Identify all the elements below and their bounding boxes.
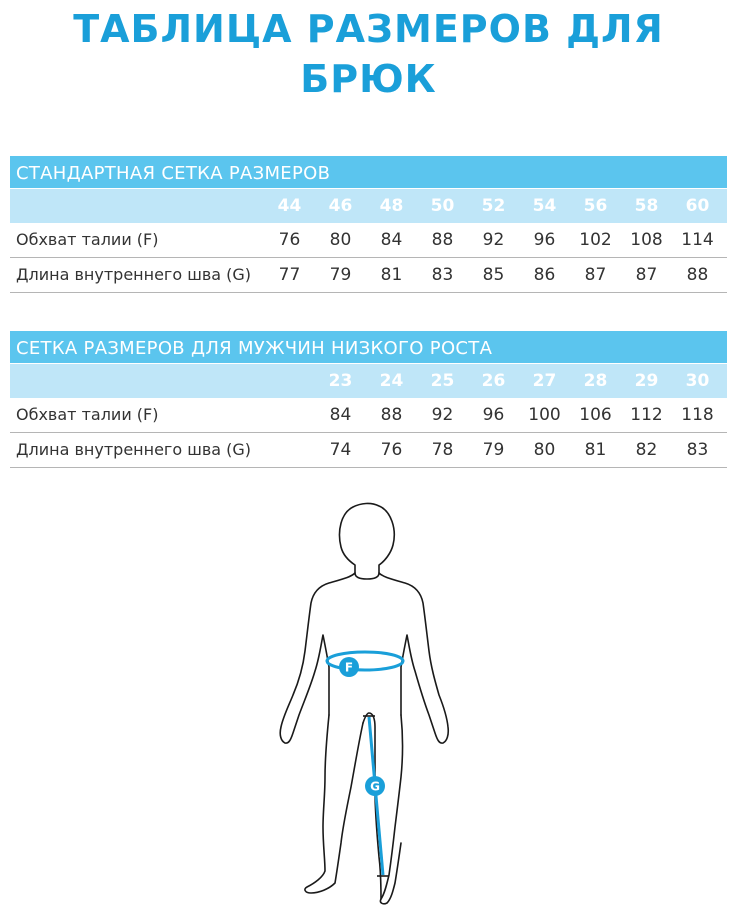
value-cell: 86 <box>533 265 556 285</box>
value-cell: 108 <box>630 230 663 250</box>
value-cell: 79 <box>482 440 505 460</box>
value-cell: 88 <box>380 405 403 425</box>
size-cell: 54 <box>532 196 557 216</box>
torso-outline-right <box>379 573 448 743</box>
value-cell: 84 <box>329 405 352 425</box>
waist-marker-label: F <box>344 660 354 675</box>
page-title <box>0 4 737 104</box>
value-cell: 87 <box>635 265 658 285</box>
value-cell: 106 <box>579 405 612 425</box>
size-cell: 29 <box>634 371 659 391</box>
size-cell: 52 <box>481 196 506 216</box>
value-cell: 74 <box>329 440 352 460</box>
size-cell: 23 <box>328 371 353 391</box>
value-cell: 80 <box>329 230 352 250</box>
value-cell: 100 <box>528 405 561 425</box>
body-outline-illustration <box>263 495 473 905</box>
value-cell: 82 <box>635 440 658 460</box>
value-cell: 118 <box>681 405 714 425</box>
table-row-waist <box>10 223 727 258</box>
left-leg-outline <box>305 715 363 893</box>
inseam-line <box>369 717 383 875</box>
standard-size-table <box>10 156 727 293</box>
value-cell: 88 <box>431 230 454 250</box>
value-cell: 92 <box>431 405 454 425</box>
value-cell: 96 <box>482 405 505 425</box>
value-cell: 96 <box>533 230 556 250</box>
size-header-row <box>10 363 727 398</box>
size-cell: 25 <box>430 371 455 391</box>
value-cell: 83 <box>686 440 709 460</box>
value-cell: 92 <box>482 230 505 250</box>
value-cell: 114 <box>681 230 714 250</box>
size-cell: 56 <box>583 196 608 216</box>
value-cell: 81 <box>380 265 403 285</box>
size-cell: 58 <box>634 196 659 216</box>
size-cell: 50 <box>430 196 455 216</box>
table-row-waist <box>10 398 727 433</box>
body-measurement-figure <box>263 495 473 905</box>
value-cell: 112 <box>630 405 663 425</box>
short-size-table <box>10 331 727 468</box>
size-cell: 48 <box>379 196 404 216</box>
value-cell: 76 <box>380 440 403 460</box>
table-row-inseam <box>10 433 727 468</box>
inseam-marker-label: G <box>370 779 380 794</box>
waist-band <box>327 652 403 670</box>
size-cell: 46 <box>328 196 353 216</box>
value-cell: 76 <box>278 230 301 250</box>
value-cell: 87 <box>584 265 607 285</box>
size-cell: 27 <box>532 371 557 391</box>
size-cell: 30 <box>685 371 710 391</box>
value-cell: 84 <box>380 230 403 250</box>
waist-measurement <box>327 652 403 677</box>
size-header-row <box>10 188 727 223</box>
value-cell: 80 <box>533 440 556 460</box>
table-row-inseam <box>10 258 727 293</box>
value-cell: 102 <box>579 230 612 250</box>
value-cell: 77 <box>278 265 301 285</box>
head-outline <box>340 503 395 579</box>
value-cell: 83 <box>431 265 454 285</box>
short-table-header: СЕТКА РАЗМЕРОВ ДЛЯ МУЖЧИН НИЗКОГО РОСТА <box>10 331 727 363</box>
title-line-2: БРЮК <box>300 57 437 101</box>
size-cell: 44 <box>277 196 302 216</box>
torso-outline <box>280 573 355 743</box>
value-cell: 88 <box>686 265 709 285</box>
value-cell: 81 <box>584 440 607 460</box>
row-label: Длина внутреннего шва (G) <box>16 265 252 284</box>
row-label: Обхват талии (F) <box>16 230 159 249</box>
value-cell: 85 <box>482 265 505 285</box>
standard-table-header: СТАНДАРТНАЯ СЕТКА РАЗМЕРОВ <box>10 156 727 188</box>
value-cell: 78 <box>431 440 454 460</box>
inseam-measurement <box>363 716 389 876</box>
title-line-1: ТАБЛИЦА РАЗМЕРОВ ДЛЯ <box>73 7 664 51</box>
row-label: Длина внутреннего шва (G) <box>16 440 252 459</box>
size-cell: 60 <box>685 196 710 216</box>
size-cell: 26 <box>481 371 506 391</box>
size-cell: 28 <box>583 371 608 391</box>
row-label: Обхват талии (F) <box>16 405 159 424</box>
value-cell: 79 <box>329 265 352 285</box>
size-cell: 24 <box>379 371 404 391</box>
